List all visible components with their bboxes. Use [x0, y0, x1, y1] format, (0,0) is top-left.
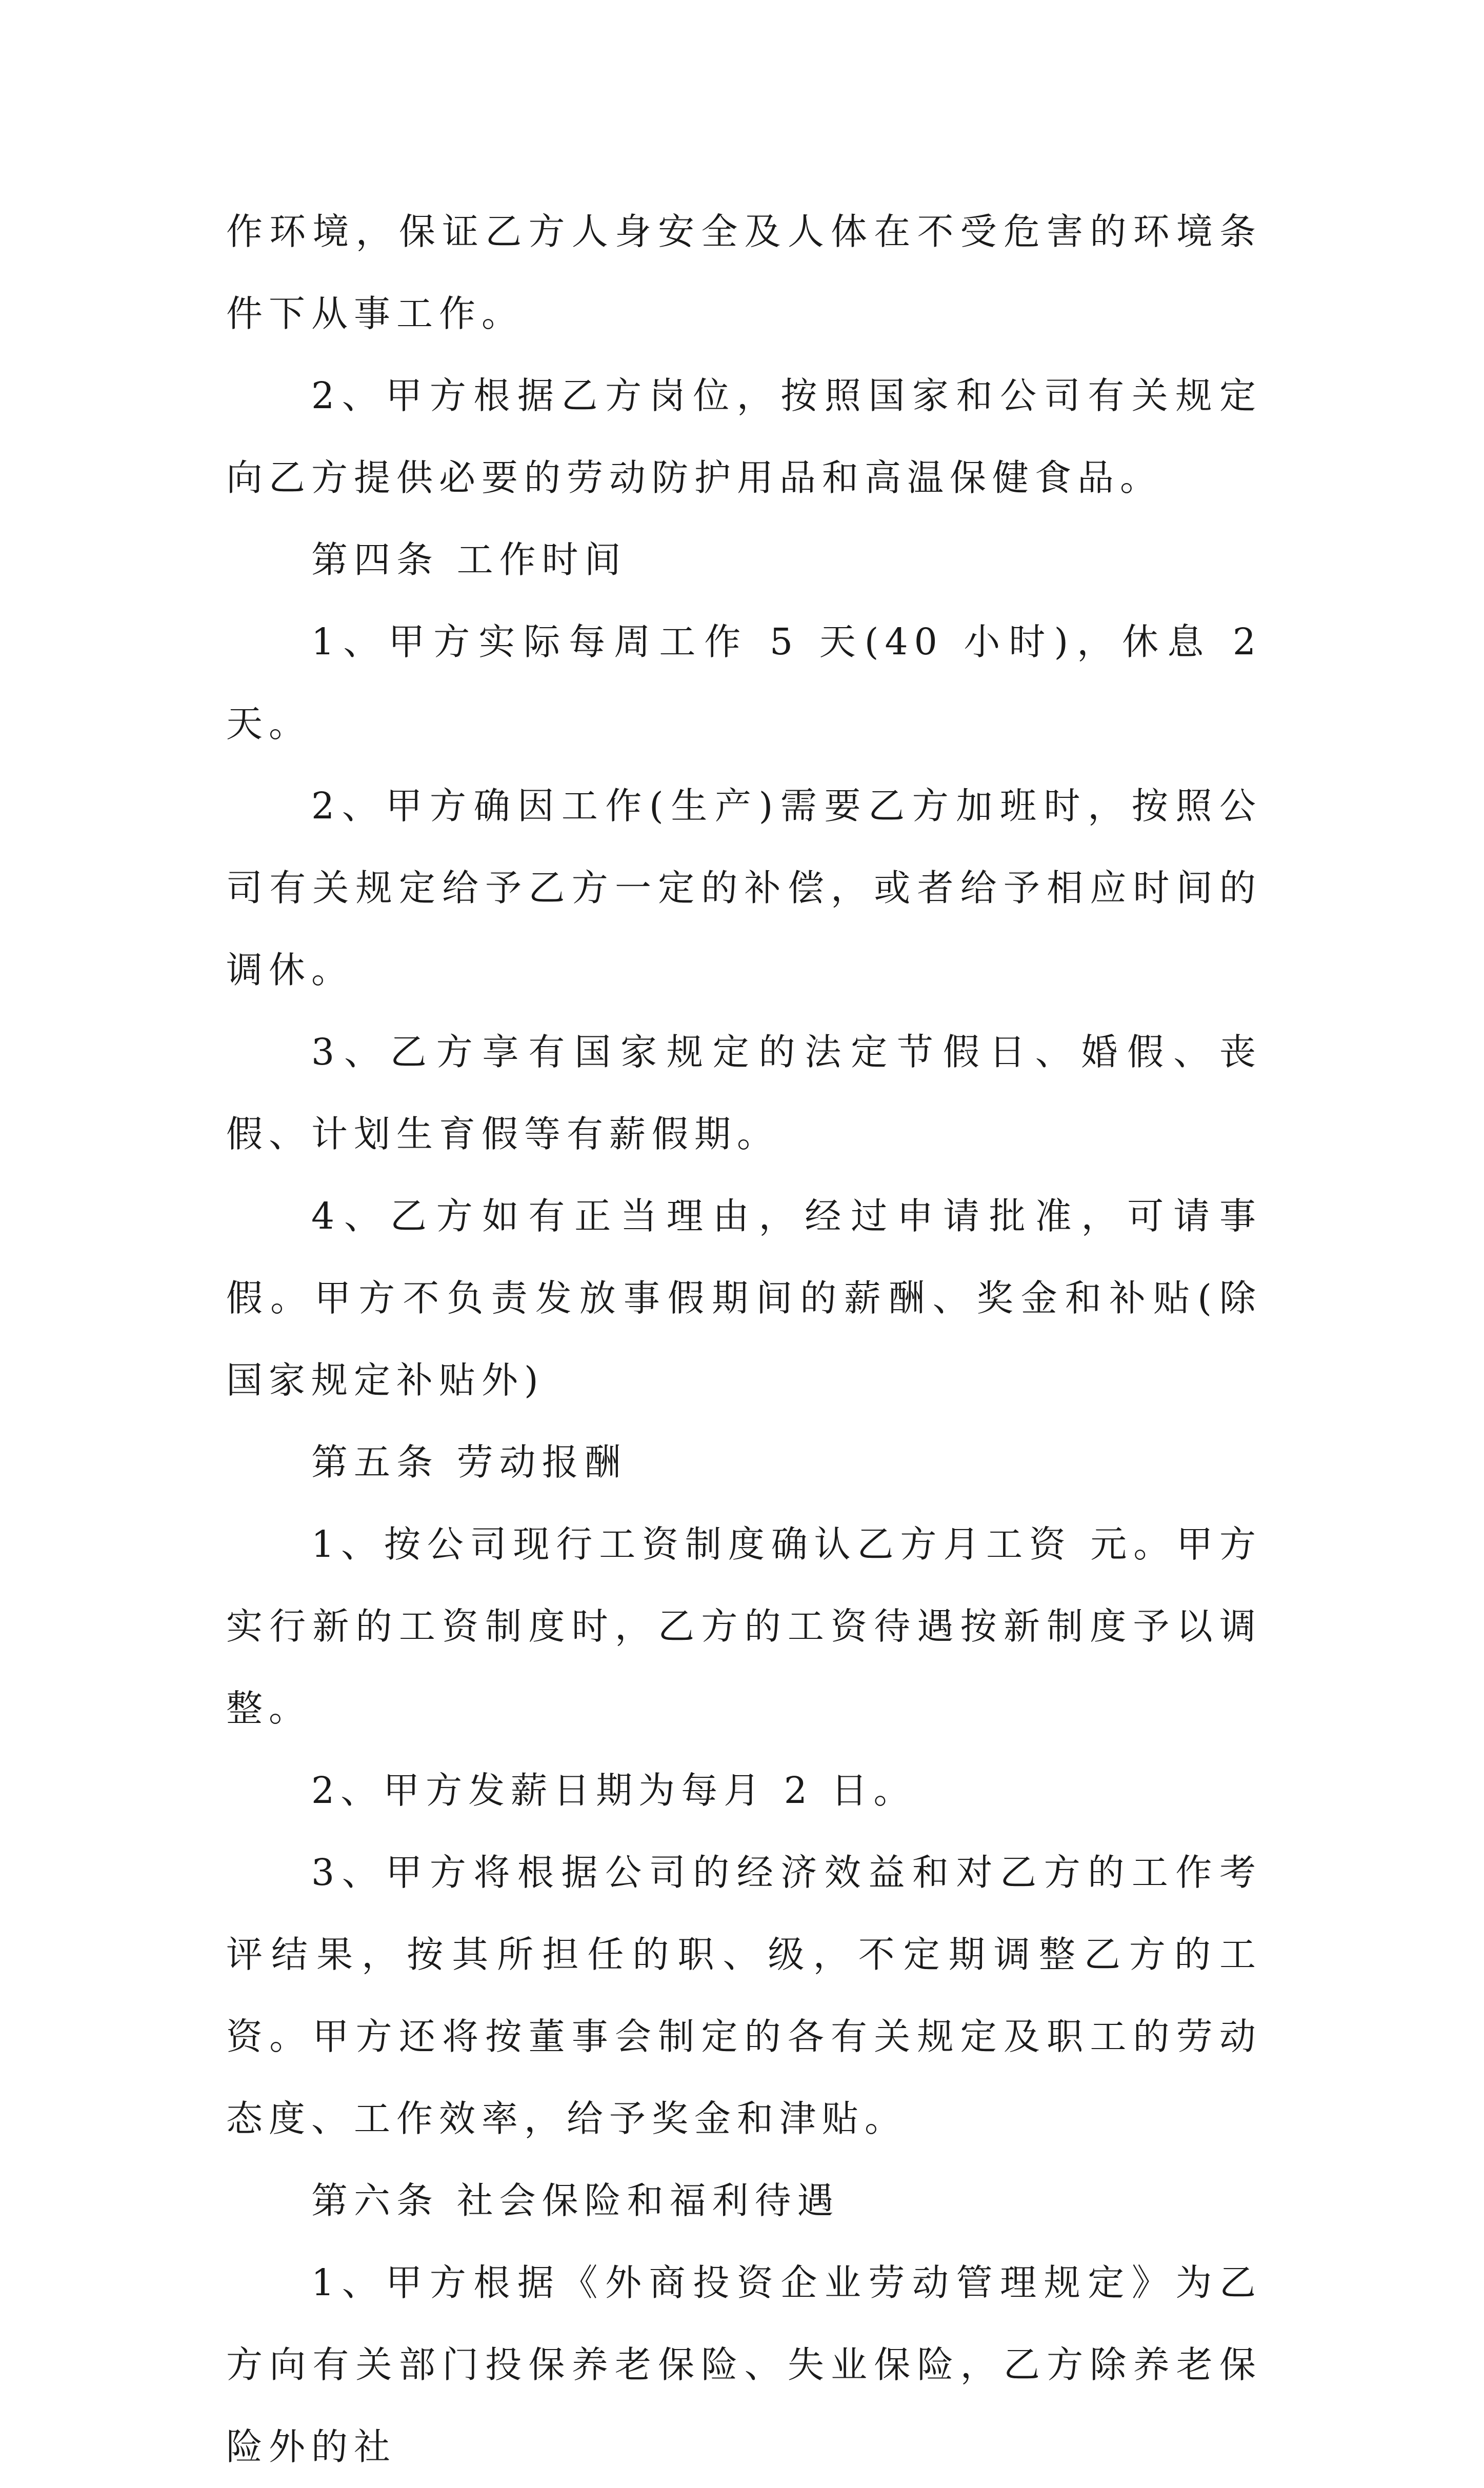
paragraph-clause-1: 1、甲方实际每周工作 5 天(40 小时)，休息 2 天。 — [226, 620, 1280, 745]
article-heading-5: 第五条 劳动报酬 — [311, 1441, 627, 1483]
paragraph-clause-4: 4、乙方如有正当理由，经过申请批准，可请事假。甲方不负责发放事假期间的薪酬、奖金和补贴(除国家规定补贴外) — [226, 1195, 1262, 1401]
paragraph-clause-2: 2、甲方根据乙方岗位，按照国家和公司有关规定向乙方提供必要的劳动防护用品和高温保健食品。 — [226, 374, 1262, 499]
paragraph-clause-1: 1、按公司现行工资制度确认乙方月工资 元。甲方实行新的工资制度时，乙方的工资待遇按新制度予以调整。 — [226, 1523, 1262, 1730]
article-heading-4: 第四条 工作时间 — [311, 538, 627, 581]
paragraph-clause-3: 3、甲方将根据公司的经济效益和对乙方的工作考评结果，按其所担任的职、级，不定期调整乙方的工资。甲方还将按董事会制定的各有关规定及职工的劳动态度、工作效率，给予奖金和津贴。 — [226, 1851, 1262, 2140]
article-heading-6: 第六条 社会保险和福利待遇 — [311, 2179, 840, 2222]
paragraph-clause-2: 2、甲方确因工作(生产)需要乙方加班时，按照公司有关规定给予乙方一定的补偿，或者给予相应时间的调休。 — [226, 785, 1262, 991]
paragraph-clause-1: 1、甲方根据《外商投资企业劳动管理规定》为乙方向有关部门投保养老保险、失业保险，乙方除养老保险外的社 — [226, 2261, 1262, 2468]
paragraph-clause-3: 3、乙方享有国家规定的法定节假日、婚假、丧假、计划生育假等有薪假期。 — [226, 1031, 1262, 1155]
document-body — [226, 191, 1280, 2488]
paragraph-clause-2: 2、甲方发薪日期为每月 2 日。 — [311, 1769, 916, 1812]
paragraph-continuation: 作环境，保证乙方人身安全及人体在不受危害的环境条件下从事工作。 — [226, 210, 1262, 335]
